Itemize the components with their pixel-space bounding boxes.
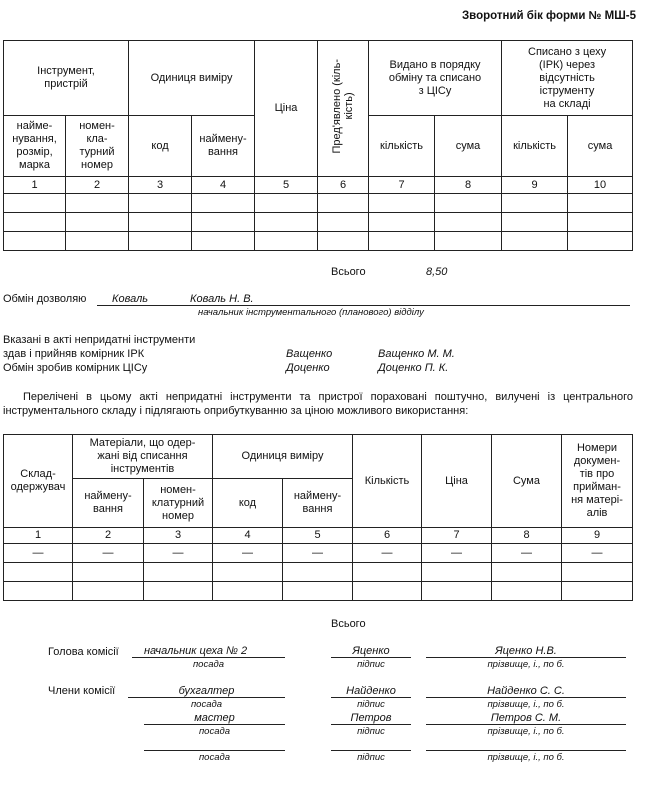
position-caption: посада: [190, 699, 223, 710]
total-label: Всього: [331, 618, 366, 630]
unit-group-header: Одиниця виміру: [129, 41, 255, 116]
materials-group-header: Матеріали, що одер- жані від списання інструментів: [73, 435, 213, 479]
name-subheader: найме- нування, розмір, марка: [4, 116, 66, 177]
unit-group-header: Одиниця виміру: [213, 435, 353, 479]
storekeeper-signature: Доценко: [286, 362, 330, 374]
signature-line: [331, 657, 411, 658]
column-number: 5: [283, 528, 353, 544]
presented-header: [318, 41, 369, 177]
materials-table: [3, 434, 633, 601]
signature-line: [128, 697, 285, 698]
column-number: 10: [568, 177, 633, 194]
dash-cell: —: [213, 544, 283, 563]
column-number: 8: [492, 528, 562, 544]
act-text: здав і прийняв комірник ІРК: [3, 348, 145, 360]
table-row: [4, 194, 633, 213]
signature-line: [97, 305, 630, 306]
name-caption: прізвище, і., по б.: [487, 699, 565, 710]
position-caption: посада: [192, 659, 225, 670]
column-number: 8: [435, 177, 502, 194]
member-signature: Петров: [350, 712, 392, 724]
name-caption: прізвище, і., по б.: [487, 752, 565, 763]
signature-line: [426, 657, 626, 658]
signature-line: [426, 697, 626, 698]
position-caption: посада: [198, 726, 231, 737]
exchange-signature: Коваль: [112, 293, 149, 305]
column-number: 3: [144, 528, 213, 544]
column-number: 1: [4, 528, 73, 544]
documents-header: Номери докумен- тів про прийман- ня матері- алів: [562, 435, 633, 528]
column-number: 7: [422, 528, 492, 544]
code-subheader: код: [129, 116, 192, 177]
sum-header: Сума: [492, 435, 562, 528]
name-caption: прізвище, і., по б.: [487, 659, 565, 670]
storekeeper-signature: Ващенко: [286, 348, 333, 360]
signature-caption: підпис: [357, 752, 385, 763]
written-off-group-header: Списано з цеху (ІРК) через відсутність іструменту на складі: [502, 41, 633, 116]
storekeeper-name: Ващенко М. М.: [378, 348, 455, 360]
signature-line: [144, 724, 285, 725]
name-caption: прізвище, і., по б.: [487, 726, 565, 737]
act-text: Обмін зробив комірник ЦІСу: [3, 362, 148, 374]
signature-caption: підпис: [357, 726, 385, 737]
table-row: [4, 582, 633, 601]
table-row: [4, 563, 633, 582]
column-number: 9: [502, 177, 568, 194]
signature-line: [144, 750, 285, 751]
member-position: бухгалтер: [178, 685, 235, 697]
head-label: Голова комісії: [48, 646, 119, 658]
qty-subheader: кількість: [369, 116, 435, 177]
signature-line: [426, 724, 626, 725]
total-value: 8,50: [426, 266, 448, 278]
table-row: [4, 213, 633, 232]
form-title: Зворотний бік форми № МШ-5: [461, 10, 636, 22]
column-number: 3: [129, 177, 192, 194]
qty-header: Кількість: [353, 435, 422, 528]
nomenclature-subheader: номен- кла- турний номер: [66, 116, 129, 177]
instrument-group-header: Інструмент, пристрій: [4, 41, 129, 116]
column-number: 5: [255, 177, 318, 194]
recipient-header: Склад- одержувач: [4, 435, 73, 528]
sum-subheader: сума: [568, 116, 633, 177]
presented-header-text: Пред'явлено (кіль- кість): [331, 59, 356, 154]
member-name: Петров С. М.: [490, 712, 562, 724]
exchange-name: Коваль Н. В.: [190, 293, 254, 305]
member-position: мастер: [194, 712, 235, 724]
signature-line: [331, 724, 411, 725]
dash-cell: —: [283, 544, 353, 563]
dash-cell: —: [353, 544, 422, 563]
signature-line: [331, 750, 411, 751]
column-number: 4: [213, 528, 283, 544]
members-label: Члени комісії: [48, 685, 116, 697]
column-number: 2: [66, 177, 129, 194]
signature-line: [426, 750, 626, 751]
position-caption: посада: [198, 752, 231, 763]
member-name: Найденко С. С.: [487, 685, 565, 697]
act-text: Вказані в акті непридатні інструменти: [3, 334, 196, 346]
dash-cell: —: [492, 544, 562, 563]
nomenclature-subheader: номен- клатурний номер: [144, 479, 213, 528]
dash-cell: —: [422, 544, 492, 563]
signature-caption: підпис: [357, 699, 385, 710]
dash-cell: —: [73, 544, 144, 563]
qty-subheader: кількість: [502, 116, 568, 177]
column-number: 2: [73, 528, 144, 544]
dash-cell: —: [562, 544, 633, 563]
exchange-label: Обмін дозволяю: [3, 293, 87, 305]
exchange-caption: начальник інструментального (планового) відділу: [198, 307, 424, 318]
name-subheader: наймену- вання: [73, 479, 144, 528]
head-position: начальник цеха № 2: [144, 645, 248, 657]
column-number: 1: [4, 177, 66, 194]
act-paragraph: Перелічені в цьому акті непридатні інструменти та пристрої пораховані поштучно, вилучені із центрального інструментального складу і підлягають оприбуткуванню за ціною можливого використання:: [3, 391, 633, 417]
instruments-table: [3, 40, 633, 251]
table-row: [4, 232, 633, 251]
column-number: 6: [318, 177, 369, 194]
sum-subheader: сума: [435, 116, 502, 177]
total-label: Всього: [331, 266, 366, 278]
unit-name-subheader: наймену- вання: [192, 116, 255, 177]
signature-line: [132, 657, 285, 658]
column-number: 9: [562, 528, 633, 544]
table-row: [4, 544, 633, 563]
issued-group-header: Видано в порядку обміну та списано з ЦІСу: [369, 41, 502, 116]
code-subheader: код: [213, 479, 283, 528]
dash-cell: —: [144, 544, 213, 563]
dash-cell: —: [4, 544, 73, 563]
price-header: Ціна: [255, 41, 318, 177]
unit-name-subheader: наймену- вання: [283, 479, 353, 528]
signature-line: [331, 697, 411, 698]
head-signature: Яценко: [352, 645, 390, 657]
price-header: Ціна: [422, 435, 492, 528]
column-number: 4: [192, 177, 255, 194]
storekeeper-name: Доценко П. К.: [378, 362, 449, 374]
column-number: 7: [369, 177, 435, 194]
head-name: Яценко Н.В.: [495, 645, 557, 657]
signature-caption: підпис: [357, 659, 385, 670]
column-number: 6: [353, 528, 422, 544]
member-signature: Найденко: [346, 685, 396, 697]
